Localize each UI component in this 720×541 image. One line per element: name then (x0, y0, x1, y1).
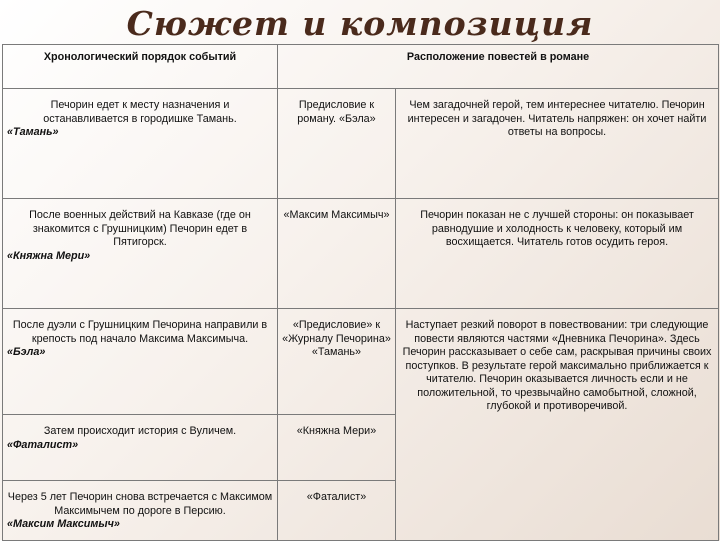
event-cell (3, 481, 278, 541)
position-cell: «Предисловие» к «Журналу Печорина» «Тамань» (278, 309, 396, 415)
position-cell: «Княжна Мери» (278, 415, 396, 481)
table-row (3, 89, 719, 199)
position-cell: «Фаталист» (278, 481, 396, 541)
comment-cell: Печорин показан не с лучшей стороны: он показывает равнодушие и холодность к человеку, который им восхищается. Читатель готов осудить героя. (396, 199, 719, 309)
event-cell (3, 89, 278, 199)
event-text: Затем происходит история с Вуличем. (43, 425, 237, 437)
comment-cell: Чем загадочней герой, тем интереснее читателю. Печорин интересен и загадочен. Читатель напряжен: он хочет найти ответы на вопросы. (396, 89, 719, 199)
event-text: Печорин едет к месту назначения и останавливается в городишке Тамань. (43, 99, 237, 125)
header-arrangement: Расположение повестей в романе (278, 45, 719, 89)
story-name: «Фаталист» (7, 438, 79, 451)
story-name: «Тамань» (7, 126, 59, 138)
table-row (3, 309, 719, 415)
story-name: «Бэла» (7, 346, 46, 358)
table-row (3, 199, 719, 309)
page-title: Сюжет и композиция (126, 4, 594, 43)
comment-cell: Наступает резкий поворот в повествовании: три следующие повести являются частями «Дневника Печорина». Здесь Печорин рассказывает о себе сам, раскрывая причины своих поступков. В результате герой максимально приближается к читателю. Печорин оказывается личность если и не положительной, то чрезвычайно самобытной, сложной, глубокой и противоречивой. (396, 309, 719, 541)
position-cell: «Максим Максимыч» (278, 199, 396, 309)
plot-composition-table (2, 44, 719, 541)
event-cell (3, 309, 278, 415)
event-cell (3, 199, 278, 309)
event-text: После военных действий на Кавказе (где он знакомится с Грушницким) Печорин едет в Пятигорск. (29, 209, 251, 248)
header-chronology: Хронологический порядок событий (3, 45, 278, 89)
story-name: «Максим Максимыч» (7, 518, 120, 530)
event-text: После дуэли с Грушницким Печорина направили в крепость под начало Максима Максимыча. (12, 319, 268, 345)
event-cell (3, 415, 278, 481)
story-name: «Княжна Мери» (7, 249, 91, 262)
event-text: Через 5 лет Печорин снова встречается с Максимом Максимычем по дороге в Персию. (7, 491, 273, 517)
position-cell: Предисловие к роману. «Бэла» (278, 89, 396, 199)
